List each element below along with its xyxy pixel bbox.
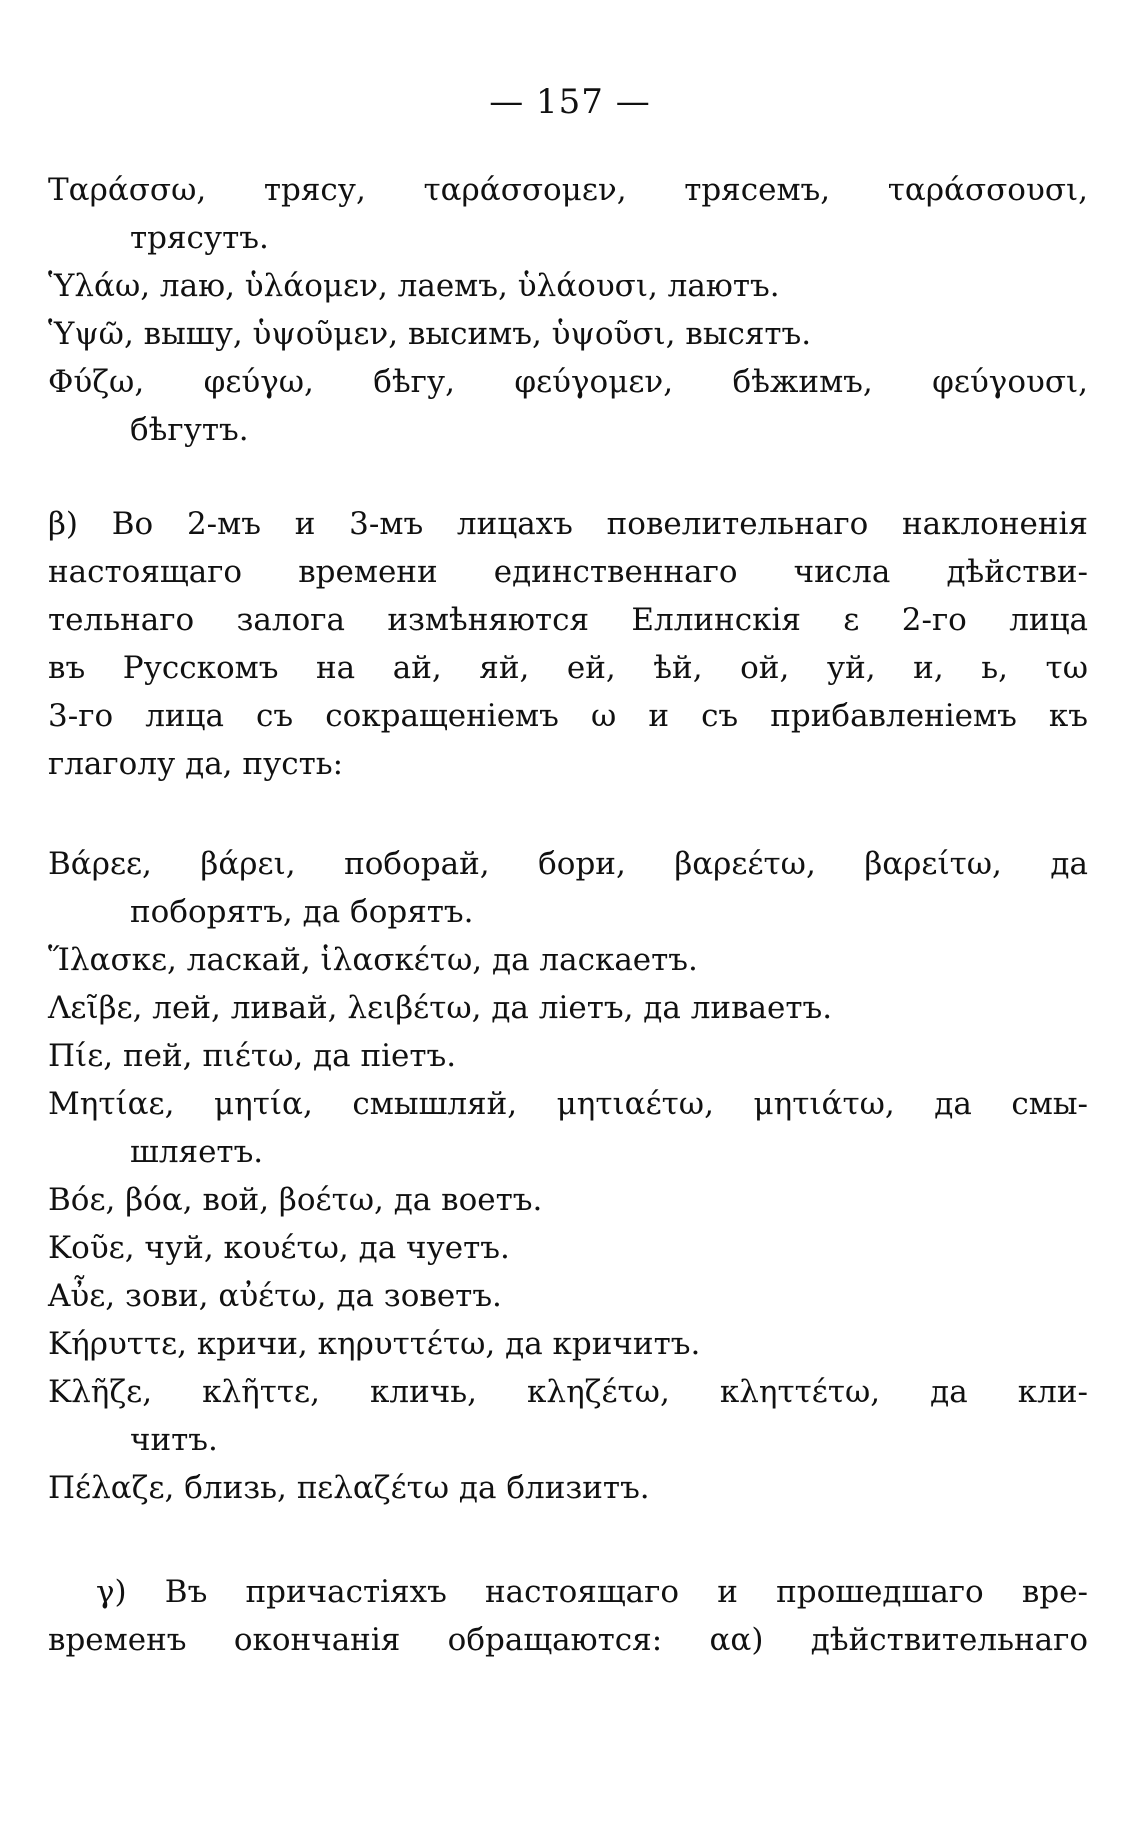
text-line: Ὑψῶ, вышу, ὑψοῦμεν, высимъ, ὑψοῦσι, высятъ.	[48, 316, 812, 352]
text-line: Αὖε, зови, αὐέτω, да зоветъ.	[48, 1278, 502, 1314]
text-line: Φύζω, φεύγω, бѣгу, φεύγομεν, бѣжимъ, φεύγουσι,	[48, 364, 1088, 400]
page-number: — 157 —	[489, 82, 651, 122]
text-line: Κοῦε, чуй, κουέτω, да чуетъ.	[48, 1230, 510, 1266]
text-line: шляетъ.	[130, 1134, 264, 1170]
text-line: въ Русскомъ на ай, яй, ей, ѣй, ой, уй, и, ь, τω	[48, 650, 1088, 686]
text-line: Κλῆζε, κλῆττε, кличь, κληζέτω, κληττέτω, да кли-	[48, 1374, 1088, 1410]
text-line: Κήρυττε, кричи, κηρυττέτω, да кричитъ.	[48, 1326, 701, 1362]
text-line: глаголу да, пусть:	[48, 746, 344, 782]
text-line: бѣгутъ.	[130, 412, 249, 448]
text-line: Πέλαζε, близь, πελαζέτω да близитъ.	[48, 1470, 650, 1506]
text-line: Λεῖβε, лей, ливай, λειβέτω, да ліетъ, да ливаетъ.	[48, 990, 833, 1026]
text-line: Ἵλασκε, ласкай, ἱλασκέτω, да ласкаетъ.	[48, 942, 698, 978]
text-line: Βάρεε, βάρει, поборай, бори, βαρεέτω, βαρείτω, да	[48, 846, 1088, 882]
text-line: поборятъ, да борятъ.	[130, 894, 474, 930]
imperative-examples-block	[48, 840, 1088, 1512]
text-line: γ) Въ причастіяхъ настоящаго и прошедшаго вре-	[96, 1574, 1088, 1610]
text-line: Βόε, βόα, вой, βοέτω, да воетъ.	[48, 1182, 543, 1218]
text-line: Ταράσσω, трясу, ταράσσομεν, трясемъ, ταράσσουσι,	[48, 172, 1088, 208]
text-line: трясутъ.	[130, 220, 269, 256]
text-line: Μητίαε, μητία, смышляй, μητιαέτω, μητιάτω, да смы-	[48, 1086, 1088, 1122]
text-line: настоящаго времени единственнаго числа дѣйстви-	[48, 554, 1088, 590]
text-line: Πίε, пей, πιέτω, да піетъ.	[48, 1038, 457, 1074]
text-line: Ὑλάω, лаю, ὑλάομεν, лаемъ, ὑλάουσι, лаютъ.	[48, 268, 780, 304]
text-line: тельнаго залога измѣняются Еллинскія ε 2-го лица	[48, 602, 1088, 638]
text-line: β) Во 2-мъ и 3-мъ лицахъ повелительнаго наклоненія	[48, 506, 1088, 542]
text-line: 3-го лица съ сокращеніемъ ω и съ прибавленіемъ къ	[48, 698, 1088, 734]
paragraph-beta	[48, 500, 1088, 788]
text-line: читъ.	[130, 1422, 218, 1458]
verb-examples-block	[48, 166, 1088, 454]
paragraph-gamma	[48, 1568, 1088, 1664]
text-line: временъ окончанія обращаются: αα) дѣйствительнаго	[48, 1622, 1088, 1658]
